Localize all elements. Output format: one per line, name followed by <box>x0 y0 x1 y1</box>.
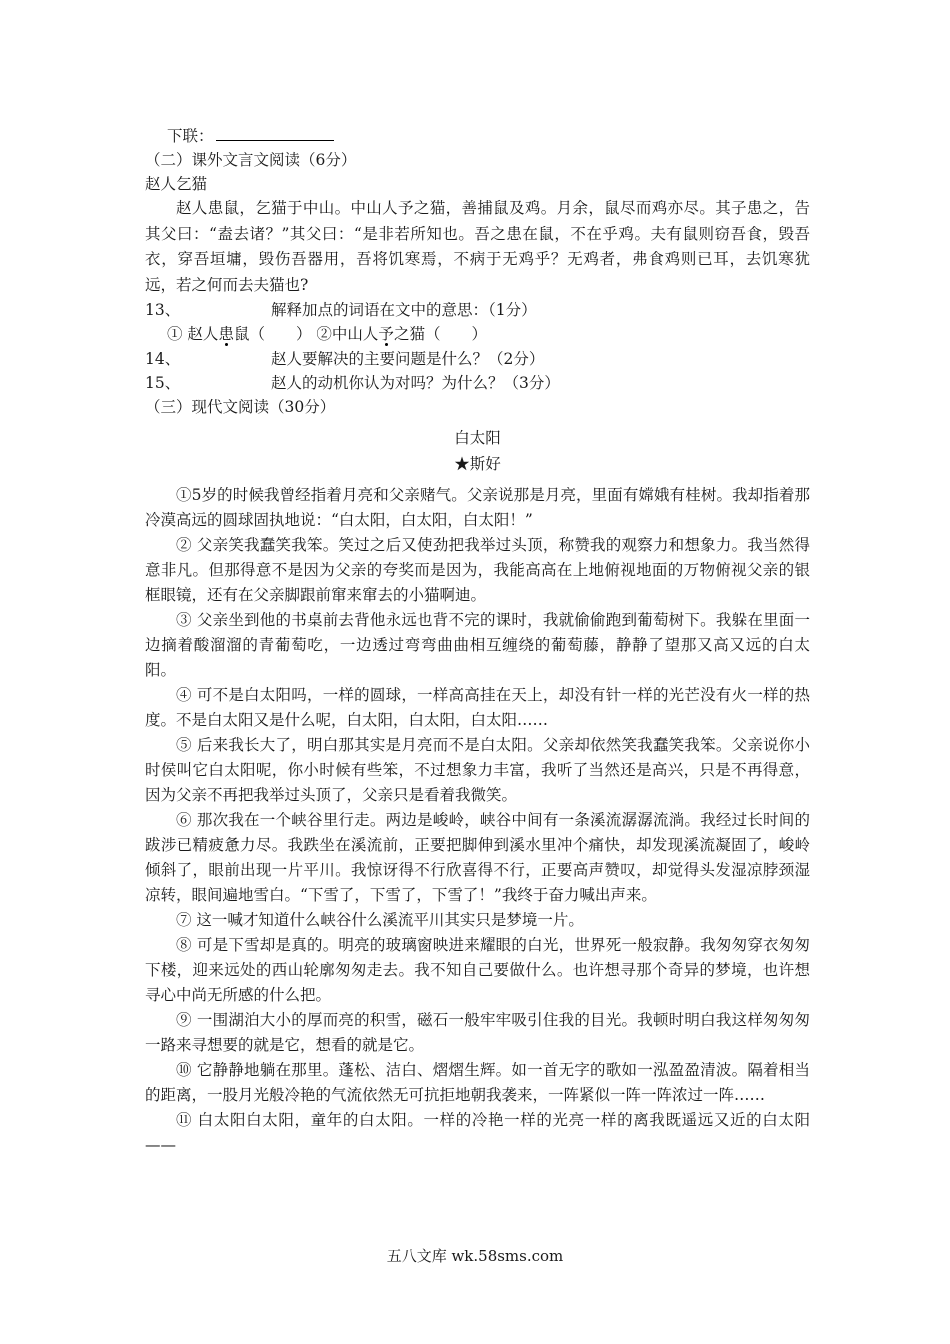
question-number: 15、 <box>145 374 181 392</box>
item-a-prefix: ① 赵人 <box>167 325 219 343</box>
section3-heading: （三）现代文阅读（30分） <box>145 398 336 416</box>
article-paragraph-1: ①5岁的时候我曾经指着月亮和父亲赌气。父亲说那是月亮，里面有嫦娥有桂树。我却指着那冷漠高远的圆球固执地说：“白太阳，白太阳，白太阳！” <box>145 486 810 529</box>
article-paragraph-2: ② 父亲笑我蠢笑我笨。笑过之后又使劲把我举过头顶，称赞我的观察力和想象力。我当然得意非凡。但那得意不是因为父亲的夸奖而是因为，我能高高在上地俯视地面的万物俯视父亲的银框眼镜，还有在父亲脚跟前窜来窜去的小猫啊迪。 <box>145 536 810 604</box>
dotted-word-huan: 患 <box>218 325 234 343</box>
article-paragraph-8: ⑧ 可是下雪却是真的。明亮的玻璃窗映进来耀眼的白光，世界死一般寂静。我匆匆穿衣匆匆下楼，迎来远处的西山轮廓匆匆走去。我不知自己要做什么。也许想寻那个奇异的梦境，也许想寻心中尚无所感的什么把。 <box>145 936 810 1004</box>
question-text: 赵人要解决的主要问题是什么？（2分） <box>271 350 545 368</box>
question-number: 13、 <box>145 301 181 319</box>
question-text: 赵人的动机你认为对吗？为什么？（3分） <box>271 374 560 392</box>
question-13 <box>145 298 810 322</box>
article-paragraph-3: ③ 父亲坐到他的书桌前去背他永远也背不完的课时，我就偷偷跑到葡萄树下。我躲在里面一边摘着酸溜溜的青葡萄吃，一边透过弯弯曲曲相互缠绕的葡萄藤，静静了望那又高又远的白太阳。 <box>145 611 810 679</box>
section2-heading: （二）课外文言文阅读（6分） <box>145 151 357 169</box>
article-paragraph-10: ⑩ 它静静地躺在那里。蓬松、洁白、熠熠生辉。如一首无字的歌如一泓盈盈清波。隔着相当的距离，一股月光般冷艳的气流依然无可抗拒地朝我袭来，一阵紧似一阵一阵浓过一阵…… <box>145 1061 810 1104</box>
item-a-blank: 鼠（ ） <box>233 325 312 343</box>
question-15 <box>145 371 810 395</box>
article-paragraph-9: ⑨ 一围湖泊大小的厚而亮的积雪，磁石一般牢牢吸引住我的目光。我顿时明白我这样匆匆匆一路来寻想要的就是它，想看的就是它。 <box>145 1011 810 1054</box>
article-paragraph-11: ⑪ 白太阳白太阳，童年的白太阳。一样的冷艳一样的光亮一样的离我既遥远又近的白太阳—— <box>145 1111 810 1154</box>
page-footer: 五八文库 wk.58sms.com <box>386 1247 564 1265</box>
article-paragraph-5: ⑤ 后来我长大了，明白那其实是月亮而不是白太阳。父亲却依然笑我蠢笑我笨。父亲说你小时侯叫它白太阳呢，你小时候有些笨，不过想象力丰富，我听了当然还是高兴，只是不再得意，因为父亲不再把我举过头顶了，父亲只是看着我微笑。 <box>145 736 810 804</box>
document-page <box>145 124 810 1158</box>
question-number: 14、 <box>145 350 181 368</box>
question-text: 解释加点的词语在文中的意思：（1分） <box>271 301 537 319</box>
item-b-blank: 之猫（ ） <box>393 325 487 343</box>
couplet-label: 下联： <box>167 127 214 145</box>
couplet-line <box>145 124 810 148</box>
classical-passage: 赵人患鼠，乞猫于中山。中山人予之猫，善捕鼠及鸡。月余，鼠尽而鸡亦尽。其子患之，告其父曰：“盍去诸？”其父曰：“是非若所知也。吾之患在鼠，不在乎鸡。夫有鼠则窃吾食，毁吾衣，穿吾垣墉，毁伤吾器用，吾将饥寒焉，不病于无鸡乎？无鸡者，弗食鸡则已耳，去饥寒犹远，若之何而去夫猫也? <box>145 199 810 294</box>
question-14 <box>145 347 810 371</box>
article-title: 白太阳 <box>454 429 501 447</box>
question-13-items <box>145 322 810 347</box>
item-b-prefix: ②中山人 <box>316 325 379 343</box>
section2-title: 赵人乞猫 <box>145 175 208 193</box>
dotted-word-yu: 予 <box>378 325 394 343</box>
article-paragraph-6: ⑥ 那次我在一个峡谷里行走。两边是峻岭，峡谷中间有一条溪流潺潺流淌。我经过长时间的跋涉已精疲惫力尽。我跌坐在溪流前，正要把脚伸到溪水里冲个痛快，却发现溪流凝固了，峻岭倾斜了，眼前出现一片平川。我惊讶得不行欣喜得不行，正要高声赞叹，却觉得头发湿凉脖颈湿凉转，眼间遍地雪白。“下雪了，下雪了，下雪了！”我终于奋力喊出声来。 <box>145 811 810 904</box>
article-author: ★斯好 <box>454 455 501 473</box>
article-paragraph-4: ④ 可不是白太阳吗，一样的圆球，一样高高挂在天上，却没有针一样的光芒没有火一样的热度。不是白太阳又是什么呢，白太阳，白太阳，白太阳…… <box>145 686 810 729</box>
couplet-answer-blank[interactable] <box>216 125 334 141</box>
article-paragraph-7: ⑦ 这一喊才知道什么峡谷什么溪流平川其实只是梦境一片。 <box>176 911 584 929</box>
